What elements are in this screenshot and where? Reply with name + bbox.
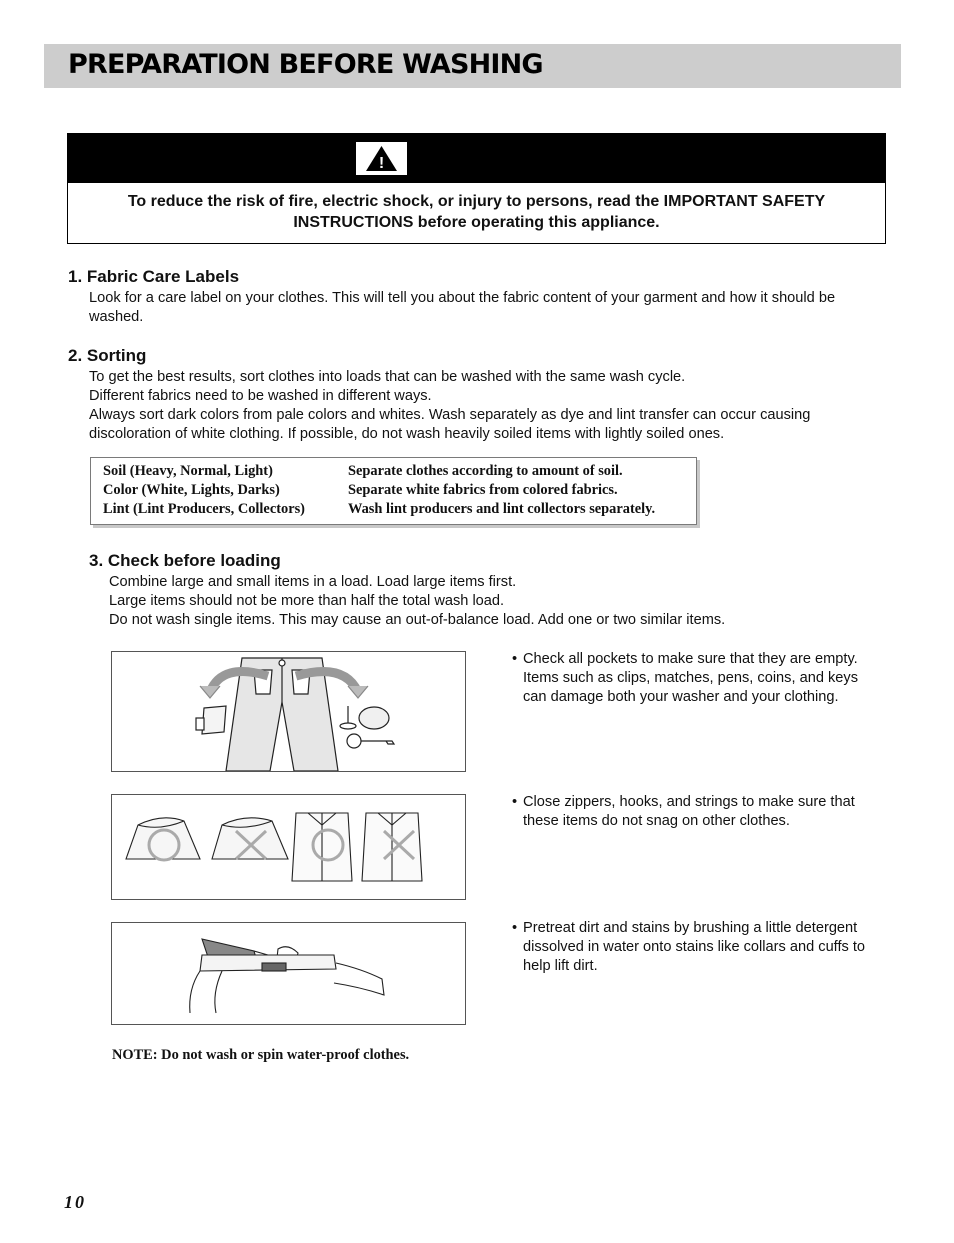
section-sorting [68,346,888,444]
table-row [103,482,618,501]
warning-triangle-icon [356,142,407,175]
sort-category: Color (White, Lights, Darks) [103,482,280,498]
paragraph: Always sort dark colors from pale colors and whites. Wash separately as dye and lint transfer can occur causing discoloration of white clothing. If possible, do not wash heavily soiled items with lightly soiled ones. [89,407,811,442]
bullet-check-pockets [512,650,872,707]
warning-text: To reduce the risk of fire, electric shock, or injury to persons, read the IMPORTANT SAFETY INSTRUCTIONS before operating this appliance. [127,193,826,231]
sort-category: Lint (Lint Producers, Collectors) [103,501,305,517]
bullet-text: Close zippers, hooks, and strings to make sure that these items do not snag on other clothes. [523,794,855,829]
bullet-text: Pretreat dirt and stains by brushing a little detergent dissolved in water onto stains like collars and cuffs to help lift dirt. [523,920,866,974]
pockets-illustration [111,651,466,772]
section-heading: 2. Sorting [68,346,147,365]
detergent-bottle-icon [112,923,465,1024]
header-bar [44,44,901,88]
bullet-marker: • [512,794,518,810]
section-fabric-care-labels [68,267,888,327]
note: NOTE: Do not wash or spin water-proof clothes. [112,1047,410,1063]
zippers-hooks-icon [112,795,465,899]
sort-instruction: Wash lint producers and lint collectors separately. [348,501,656,517]
table-row [103,501,656,520]
pretreat-illustration [111,922,466,1025]
warning-icon-label: ! [378,155,385,172]
page-number: 10 [64,1192,86,1212]
section-body [89,289,888,327]
section-body [89,368,888,444]
sorting-table [90,457,697,525]
bullet-pretreat [512,919,872,976]
paragraph: To get the best results, sort clothes into loads that can be washed with the same wash cycle. [89,369,686,385]
zippers-illustration [111,794,466,900]
paragraph: Combine large and small items in a load. Load large items first. [109,574,517,590]
table-row [103,463,623,482]
paragraph: Different fabrics need to be washed in different ways. [89,388,432,404]
bullet-text: Check all pockets to make sure that they are empty. Items such as clips, matches, pens, coins, and keys can damage both your washer and your clothing. [523,651,858,705]
warning-band [68,134,885,183]
paragraph: Large items should not be more than half the total wash load. [109,593,505,609]
sort-category: Soil (Heavy, Normal, Light) [103,463,273,479]
pants-pockets-icon [112,652,465,771]
section-heading: 1. Fabric Care Labels [68,267,240,286]
section-body [109,573,889,630]
section-check-before-loading [89,551,889,630]
paragraph: Look for a care label on your clothes. This will tell you about the fabric content of your garment and how it should be washed. [89,290,836,325]
bullet-marker: • [512,651,518,667]
bullet-close-zippers [512,793,872,831]
sort-instruction: Separate clothes according to amount of soil. [348,463,623,479]
page-title: PREPARATION BEFORE WASHING [68,49,543,80]
section-heading: 3. Check before loading [89,551,281,570]
paragraph: Do not wash single items. This may cause an out-of-balance load. Add one or two similar items. [109,612,726,628]
warning-box [67,133,886,244]
bullet-marker: • [512,920,518,936]
sort-instruction: Separate white fabrics from colored fabrics. [348,482,618,498]
